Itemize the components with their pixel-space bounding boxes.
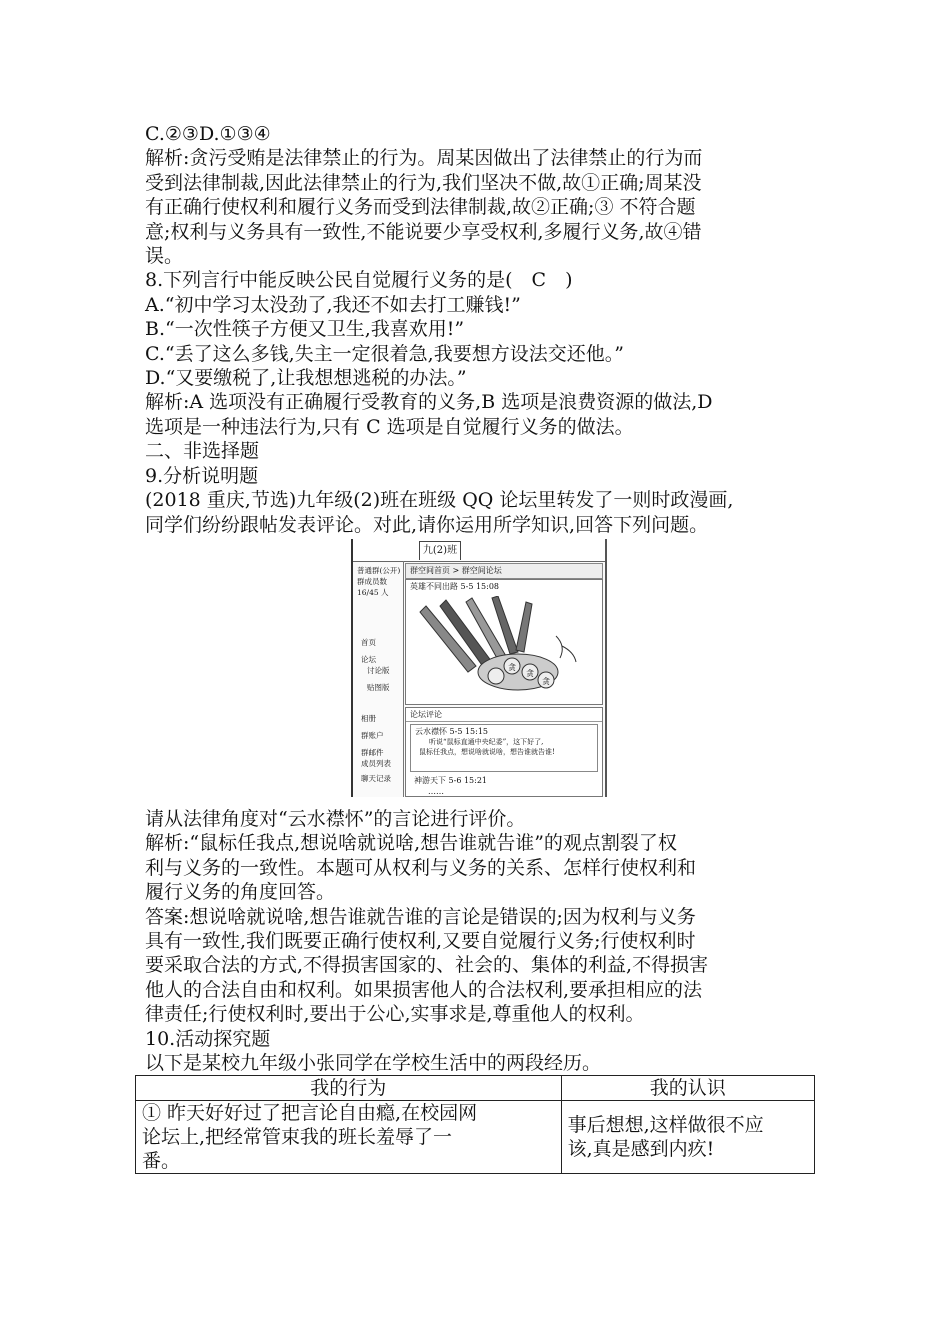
forum-post [405,579,603,705]
menu-account: 群账户 [361,730,384,740]
text-line: 他人的合法自由和权利。如果损害他人的合法权利,要承担相应的法 [145,978,703,1001]
cartoon-label: 贪 [542,676,550,686]
table-row [136,1101,815,1174]
comment-user: 神游天下 5-6 15:21 [414,775,488,785]
forum-breadcrumb: 群空间首页 > 群空间论坛 [405,563,603,579]
post-header: 英雄不同出路 5-5 15:08 [410,581,500,591]
text-line: 要采取合法的方式,不得损害国家的、社会的、集体的利益,不得损害 [145,954,709,977]
cell-line: 番。 [142,1150,181,1173]
option-b: B.“一次性筷子方便又卫生,我喜欢用!” [145,318,465,341]
comment-text: 听说“鼠标直通中央纪委”，这下好了, [429,737,544,746]
comment-text: …… [428,786,444,796]
comment-item [410,724,598,772]
text-line: 履行义务的角度回答。 [145,881,336,904]
member-label: 群成员数 [357,576,387,586]
question-9-prompt: 请从法律角度对“云水襟怀”的言论进行评价。 [145,807,526,830]
comments-header: 论坛评论 [406,708,602,722]
text-line: 同学们纷纷跟帖发表评论。对此,请你运用所学知识,回答下列问题。 [145,513,709,536]
comment-text: 鼠标任我点，想说啥就说啥，想告谁就告谁! [419,747,555,756]
text-line: 意;权利与义务具有一致性,不能说要少享受权利,多履行义务,故④错 [145,220,702,243]
option-c: C.“丢了这么多钱,失主一定很着急,我要想方设法交还他。” [145,342,624,365]
text-line: 答案:想说啥就说啥,想告谁就告谁的言论是错误的;因为权利与义务 [145,905,696,928]
question-10-title: 10.活动探究题 [145,1027,271,1050]
text-line: 有正确行使权利和履行义务而受到法律制裁,故②正确;③ 不符合题 [145,196,696,219]
comment-user: 云水襟怀 5-5 15:15 [415,726,489,736]
option-d: D.“又要缴税了,让我想想逃税的办法。” [145,367,467,390]
member-count: 16/45 人 [357,587,389,597]
cell-line: 论坛上,把经常管束我的班长羞辱了一 [142,1126,453,1149]
text-line: 受到法律制裁,因此法律禁止的行为,我们坚决不做,故①正确;周某没 [145,171,702,194]
menu-mail: 群邮件 [361,747,384,757]
forum-comic-image [351,539,607,797]
text-line: 律责任;行使权利时,要出于公心,实事求是,尊重他人的权利。 [145,1003,645,1026]
section-heading: 二、非选择题 [145,440,260,463]
question-9-title: 9.分析说明题 [145,464,259,487]
menu-album: 相册 [361,713,376,723]
question-block-top [145,122,815,537]
text-line: 误。 [145,245,184,268]
group-type: 普通群(公开) [357,565,401,575]
text-line: 解析:贪污受贿是法律禁止的行为。周某因做出了法律禁止的行为而 [145,147,703,170]
menu-home: 首页 [361,637,376,647]
text-line: 解析:A 选项没有正确履行受教育的义务,B 选项是浪费资源的做法,D [145,391,713,414]
cartoon-label: 贪 [508,662,516,672]
question-block-bottom [145,807,815,1075]
option-a: A.“初中学习太没劲了,我还不如去打工赚钱!” [145,293,521,316]
forum-comments [405,707,603,797]
table-header: 我的认识 [561,1076,814,1101]
tab-class: 九(2)班 [419,541,461,560]
forum-sidebar [353,561,404,797]
cell-line: 该,真是感到内疚! [567,1138,715,1161]
forum-tab-bar [353,539,605,562]
cartoon-drawing [406,596,602,702]
menu-forum: 论坛 [361,654,376,664]
cell-line: 事后想想,这样做很不应 [567,1114,764,1137]
document-page [142,122,815,1174]
text-line: 利与义务的一致性。本题可从权利与义务的关系、怎样行使权利和 [145,856,697,879]
cell-line: ① 昨天好好过了把言论自由瘾,在校园网 [142,1102,478,1125]
behavior-table [135,1075,815,1174]
table-cell [561,1101,814,1174]
menu-discussion: 讨论版 [367,665,390,675]
table-cell [136,1101,562,1174]
question-8-stem: 8.下列言行中能反映公民自觉履行义务的是( C ) [145,269,573,292]
table-header: 我的行为 [136,1076,562,1101]
table-header-row [136,1076,815,1101]
text-line: 解析:“鼠标任我点,想说啥就说啥,想告谁就告谁”的观点割裂了权 [145,832,677,855]
text-line: (2018 重庆,节选)九年级(2)班在班级 QQ 论坛里转发了一则时政漫画, [145,489,734,512]
menu-images: 贴图版 [367,682,390,692]
menu-chat: 聊天记录 [361,773,391,783]
cartoon-label: 贪 [526,668,534,678]
text-line: 以下是某校九年级小张同学在学校生活中的两段经历。 [145,1051,602,1074]
menu-members: 成员列表 [361,758,391,768]
text-line: 选项是一种违法行为,只有 C 选项是自觉履行义务的做法。 [145,415,634,438]
text-line: C.②③D.①③④ [145,123,271,145]
text-line: 具有一致性,我们既要正确行使权利,又要自觉履行义务;行使权利时 [145,929,696,952]
